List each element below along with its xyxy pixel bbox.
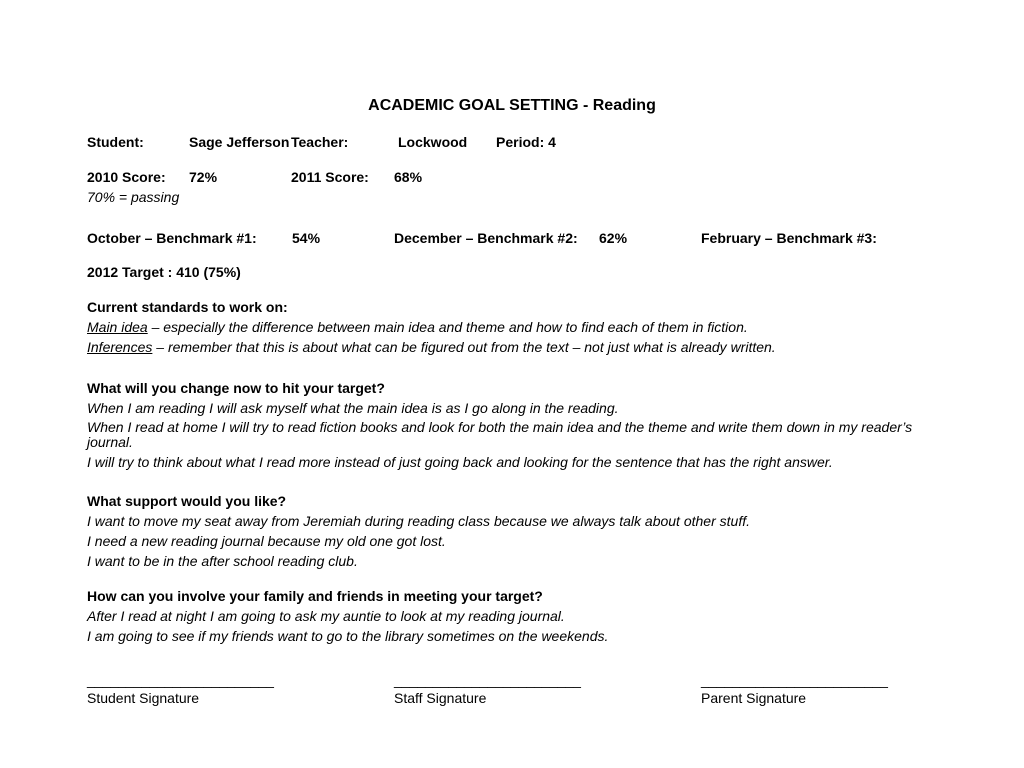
support-item: I want to move my seat away from Jeremiah during reading class because we always talk about other stuff. xyxy=(87,513,750,529)
parent-signature-label: Parent Signature xyxy=(701,690,807,706)
standard-term: Inferences xyxy=(87,339,153,355)
page-title xyxy=(0,97,1024,115)
student-signature-label: Student Signature xyxy=(87,690,200,706)
score-2010-value: 72% xyxy=(189,169,218,185)
support-item: I want to be in the after school reading club. xyxy=(87,553,358,569)
standard-term: Main idea xyxy=(87,319,148,335)
change-heading: What will you change now to hit your target? xyxy=(87,380,385,396)
standard-item xyxy=(87,319,947,335)
change-section xyxy=(87,380,947,474)
standard-item xyxy=(87,339,947,355)
standard-text: – especially the difference between main idea and theme and how to find each of them in fiction. xyxy=(147,319,748,335)
title-subject: - Reading xyxy=(578,97,656,114)
score-2011-value: 68% xyxy=(394,169,423,185)
benchmark-1-value: 54% xyxy=(292,230,321,246)
parent-signature-line: ________________________ xyxy=(701,672,888,688)
family-section xyxy=(87,588,947,648)
change-item: I will try to think about what I read more instead of just going back and looking for the sentence that has the right answer. xyxy=(87,454,833,470)
student-name: Sage Jefferson xyxy=(189,134,290,150)
period-label: Period: 4 xyxy=(496,134,556,150)
change-item: When I read at home I will try to read fiction books and look for both the main idea and the theme and write them down in my reader’s journal. xyxy=(87,419,913,450)
target-2012: 2012 Target : 410 (75%) xyxy=(87,264,241,280)
teacher-label: Teacher: xyxy=(291,134,349,150)
student-signature-line: ________________________ xyxy=(87,672,274,688)
standard-text: – remember that this is about what can be figured out from the text – not just what is already written. xyxy=(152,339,776,355)
benchmark-1-label: October – Benchmark #1: xyxy=(87,230,257,246)
score-2011-label: 2011 Score: xyxy=(291,169,369,185)
benchmark-3-label: February – Benchmark #3: xyxy=(701,230,877,246)
family-item: I am going to see if my friends want to go to the library sometimes on the weekends. xyxy=(87,628,609,644)
standards-heading: Current standards to work on: xyxy=(87,299,288,315)
standards-section xyxy=(87,299,947,359)
support-item: I need a new reading journal because my old one got lost. xyxy=(87,533,446,549)
passing-note: 70% = passing xyxy=(87,189,180,205)
score-2010-label: 2010 Score: xyxy=(87,169,166,185)
support-heading: What support would you like? xyxy=(87,493,287,509)
teacher-name: Lockwood xyxy=(398,134,468,150)
support-section xyxy=(87,493,947,573)
family-heading: How can you involve your family and friends in meeting your target? xyxy=(87,588,543,604)
family-item: After I read at night I am going to ask my auntie to look at my reading journal. xyxy=(87,608,565,624)
benchmark-2-label: December – Benchmark #2: xyxy=(394,230,578,246)
student-label: Student: xyxy=(87,134,144,150)
title-main: ACADEMIC GOAL SETTING xyxy=(368,97,579,114)
staff-signature-line: ________________________ xyxy=(394,672,581,688)
staff-signature-label: Staff Signature xyxy=(394,690,487,706)
change-item: When I am reading I will ask myself what the main idea is as I go along in the reading. xyxy=(87,400,619,416)
benchmark-2-value: 62% xyxy=(599,230,628,246)
